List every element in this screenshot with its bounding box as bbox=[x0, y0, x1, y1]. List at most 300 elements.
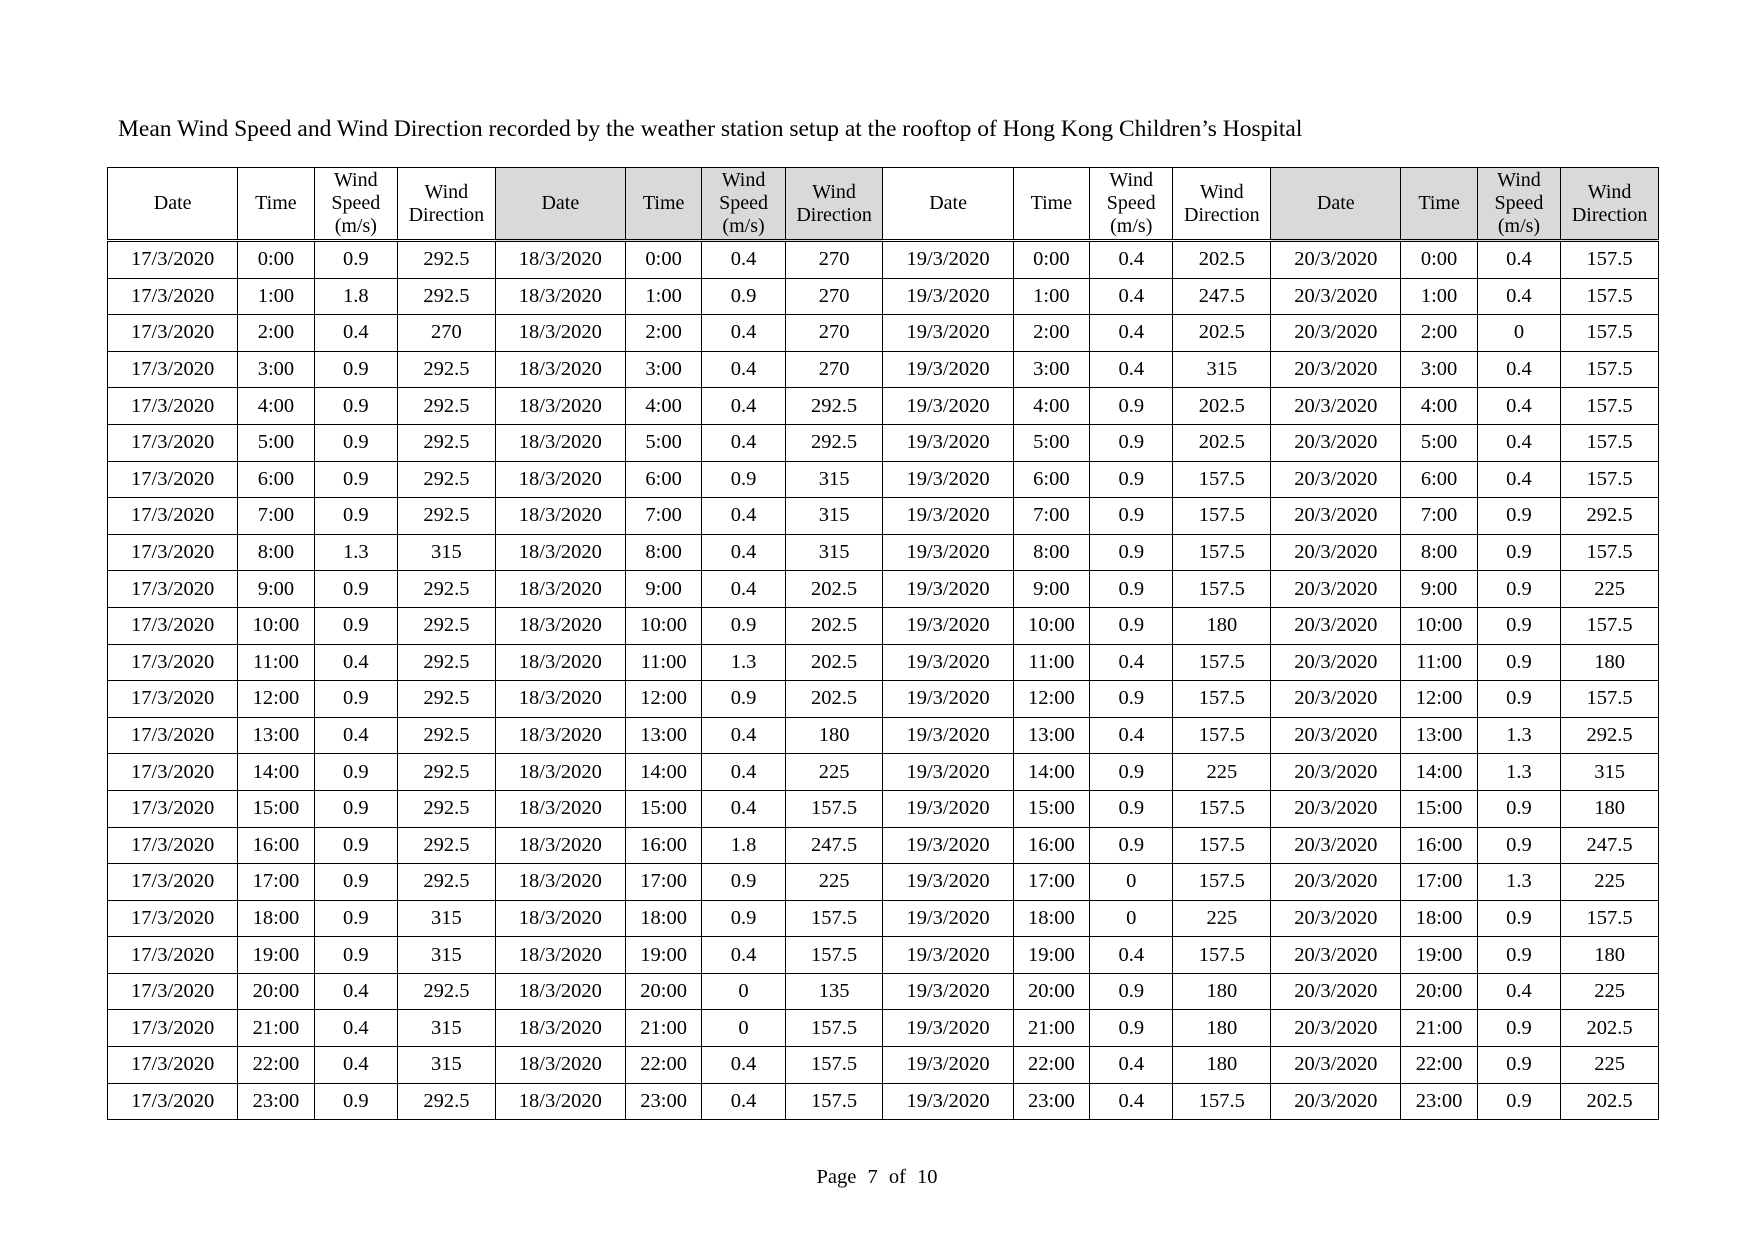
header-wind-direction-line: Wind bbox=[1587, 180, 1632, 203]
cell-wind-direction: 157.5 bbox=[1173, 937, 1271, 974]
cell-wind-direction: 180 bbox=[1173, 1047, 1271, 1084]
cell-time: 5:00 bbox=[625, 424, 701, 461]
cell-wind-speed: 0.4 bbox=[702, 1083, 785, 1120]
cell-time: 22:00 bbox=[625, 1047, 701, 1084]
table-row bbox=[108, 973, 1659, 1010]
cell-wind-speed: 0.4 bbox=[1090, 644, 1173, 681]
cell-wind-direction: 292.5 bbox=[398, 607, 496, 644]
cell-wind-direction: 292.5 bbox=[398, 790, 496, 827]
cell-time: 6:00 bbox=[625, 461, 701, 498]
cell-wind-direction: 292.5 bbox=[1561, 717, 1659, 754]
cell-wind-direction: 157.5 bbox=[1561, 534, 1659, 571]
table-row bbox=[108, 461, 1659, 498]
cell-wind-direction: 292.5 bbox=[398, 388, 496, 425]
page-current: 7 bbox=[867, 1166, 878, 1188]
cell-wind-speed: 0.9 bbox=[1477, 571, 1560, 608]
cell-time: 22:00 bbox=[1013, 1047, 1089, 1084]
cell-time: 16:00 bbox=[238, 827, 314, 864]
cell-wind-speed: 0.4 bbox=[702, 754, 785, 791]
cell-date: 19/3/2020 bbox=[883, 864, 1013, 901]
cell-date: 20/3/2020 bbox=[1271, 827, 1401, 864]
cell-date: 17/3/2020 bbox=[108, 534, 238, 571]
cell-date: 18/3/2020 bbox=[495, 900, 625, 937]
cell-date: 20/3/2020 bbox=[1271, 388, 1401, 425]
cell-wind-direction: 157.5 bbox=[1561, 278, 1659, 315]
cell-wind-direction: 180 bbox=[785, 717, 883, 754]
cell-date: 19/3/2020 bbox=[883, 315, 1013, 352]
cell-date: 20/3/2020 bbox=[1271, 900, 1401, 937]
cell-wind-speed: 0.4 bbox=[1090, 937, 1173, 974]
cell-time: 0:00 bbox=[238, 241, 314, 279]
cell-time: 11:00 bbox=[1013, 644, 1089, 681]
cell-time: 8:00 bbox=[1401, 534, 1477, 571]
cell-date: 19/3/2020 bbox=[883, 717, 1013, 754]
cell-date: 17/3/2020 bbox=[108, 754, 238, 791]
header-wind-speed bbox=[1477, 168, 1560, 241]
cell-time: 15:00 bbox=[238, 790, 314, 827]
cell-date: 18/3/2020 bbox=[495, 864, 625, 901]
cell-date: 20/3/2020 bbox=[1271, 864, 1401, 901]
cell-date: 19/3/2020 bbox=[883, 461, 1013, 498]
table-row bbox=[108, 937, 1659, 974]
cell-wind-speed: 0.4 bbox=[1090, 241, 1173, 279]
cell-wind-direction: 292.5 bbox=[398, 681, 496, 718]
cell-wind-speed: 0.9 bbox=[702, 681, 785, 718]
cell-wind-direction: 225 bbox=[785, 754, 883, 791]
cell-wind-speed: 0.4 bbox=[1090, 315, 1173, 352]
cell-date: 19/3/2020 bbox=[883, 644, 1013, 681]
page-total: 10 bbox=[917, 1166, 938, 1188]
cell-wind-direction: 315 bbox=[785, 461, 883, 498]
cell-wind-speed: 0.9 bbox=[702, 900, 785, 937]
header-time: Time bbox=[1013, 168, 1089, 241]
cell-wind-direction: 157.5 bbox=[1173, 571, 1271, 608]
cell-wind-speed: 1.3 bbox=[1477, 717, 1560, 754]
cell-wind-direction: 202.5 bbox=[785, 681, 883, 718]
cell-wind-speed: 0.9 bbox=[1477, 1047, 1560, 1084]
cell-wind-speed: 1.3 bbox=[1477, 754, 1560, 791]
header-wind-direction bbox=[1561, 168, 1659, 241]
cell-wind-direction: 180 bbox=[1173, 607, 1271, 644]
cell-time: 11:00 bbox=[1401, 644, 1477, 681]
cell-wind-direction: 315 bbox=[398, 534, 496, 571]
cell-date: 19/3/2020 bbox=[883, 351, 1013, 388]
cell-wind-direction: 292.5 bbox=[398, 278, 496, 315]
cell-time: 23:00 bbox=[625, 1083, 701, 1120]
cell-date: 19/3/2020 bbox=[883, 937, 1013, 974]
cell-time: 4:00 bbox=[1013, 388, 1089, 425]
cell-wind-direction: 157.5 bbox=[785, 937, 883, 974]
cell-date: 20/3/2020 bbox=[1271, 315, 1401, 352]
cell-wind-speed: 1.8 bbox=[702, 827, 785, 864]
cell-wind-speed: 0.4 bbox=[702, 937, 785, 974]
cell-wind-direction: 292.5 bbox=[398, 864, 496, 901]
cell-date: 19/3/2020 bbox=[883, 278, 1013, 315]
cell-wind-direction: 202.5 bbox=[1561, 1010, 1659, 1047]
header-wind-speed bbox=[1090, 168, 1173, 241]
cell-wind-speed: 1.8 bbox=[314, 278, 397, 315]
cell-time: 0:00 bbox=[1401, 241, 1477, 279]
cell-wind-speed: 0.4 bbox=[1477, 241, 1560, 279]
cell-wind-direction: 315 bbox=[398, 1010, 496, 1047]
cell-wind-direction: 292.5 bbox=[398, 498, 496, 535]
cell-time: 21:00 bbox=[238, 1010, 314, 1047]
cell-wind-direction: 225 bbox=[785, 864, 883, 901]
header-wind-speed-line: (m/s) bbox=[1110, 215, 1153, 237]
cell-date: 17/3/2020 bbox=[108, 241, 238, 279]
cell-wind-direction: 157.5 bbox=[1561, 681, 1659, 718]
cell-time: 3:00 bbox=[238, 351, 314, 388]
cell-time: 14:00 bbox=[625, 754, 701, 791]
cell-date: 20/3/2020 bbox=[1271, 461, 1401, 498]
header-wind-speed-line: (m/s) bbox=[1497, 215, 1541, 237]
table-row bbox=[108, 644, 1659, 681]
cell-time: 2:00 bbox=[1013, 315, 1089, 352]
cell-date: 18/3/2020 bbox=[495, 1010, 625, 1047]
header-wind-direction bbox=[398, 168, 496, 241]
table-row bbox=[108, 571, 1659, 608]
cell-wind-direction: 292.5 bbox=[398, 461, 496, 498]
cell-date: 17/3/2020 bbox=[108, 1047, 238, 1084]
cell-date: 19/3/2020 bbox=[883, 1083, 1013, 1120]
cell-wind-direction: 225 bbox=[1561, 571, 1659, 608]
cell-wind-direction: 135 bbox=[785, 973, 883, 1010]
header-wind-direction-line: Direction bbox=[796, 203, 872, 226]
cell-time: 11:00 bbox=[625, 644, 701, 681]
cell-wind-speed: 0.9 bbox=[314, 498, 397, 535]
cell-date: 18/3/2020 bbox=[495, 717, 625, 754]
cell-wind-speed: 0.9 bbox=[1090, 461, 1173, 498]
header-wind-speed-line: Wind bbox=[333, 169, 378, 191]
cell-date: 20/3/2020 bbox=[1271, 644, 1401, 681]
cell-wind-direction: 180 bbox=[1561, 937, 1659, 974]
cell-date: 17/3/2020 bbox=[108, 1010, 238, 1047]
cell-date: 18/3/2020 bbox=[495, 461, 625, 498]
cell-wind-speed: 0.4 bbox=[314, 1010, 397, 1047]
cell-wind-direction: 157.5 bbox=[1173, 717, 1271, 754]
cell-wind-speed: 0.9 bbox=[314, 681, 397, 718]
cell-date: 18/3/2020 bbox=[495, 388, 625, 425]
cell-date: 20/3/2020 bbox=[1271, 1010, 1401, 1047]
cell-wind-speed: 0.9 bbox=[1090, 607, 1173, 644]
cell-wind-direction: 157.5 bbox=[785, 900, 883, 937]
cell-time: 2:00 bbox=[1401, 315, 1477, 352]
cell-time: 19:00 bbox=[1013, 937, 1089, 974]
cell-wind-direction: 225 bbox=[1561, 1047, 1659, 1084]
table-row bbox=[108, 1047, 1659, 1084]
cell-wind-speed: 0.4 bbox=[1477, 351, 1560, 388]
cell-time: 9:00 bbox=[625, 571, 701, 608]
header-wind-direction bbox=[785, 168, 883, 241]
cell-time: 1:00 bbox=[238, 278, 314, 315]
cell-time: 12:00 bbox=[1401, 681, 1477, 718]
cell-wind-speed: 0.4 bbox=[1477, 461, 1560, 498]
cell-wind-speed: 0.4 bbox=[1477, 388, 1560, 425]
cell-wind-direction: 157.5 bbox=[1561, 315, 1659, 352]
cell-wind-direction: 247.5 bbox=[1561, 827, 1659, 864]
cell-wind-speed: 0.4 bbox=[702, 315, 785, 352]
cell-time: 5:00 bbox=[1401, 424, 1477, 461]
cell-time: 14:00 bbox=[238, 754, 314, 791]
cell-time: 17:00 bbox=[625, 864, 701, 901]
cell-wind-speed: 0.9 bbox=[1477, 498, 1560, 535]
cell-wind-speed: 0.9 bbox=[1090, 681, 1173, 718]
cell-time: 9:00 bbox=[238, 571, 314, 608]
cell-wind-direction: 270 bbox=[785, 278, 883, 315]
cell-wind-speed: 0.9 bbox=[702, 864, 785, 901]
cell-wind-speed: 0 bbox=[702, 973, 785, 1010]
cell-time: 21:00 bbox=[1401, 1010, 1477, 1047]
cell-time: 19:00 bbox=[1401, 937, 1477, 974]
page-of-word: of bbox=[888, 1166, 906, 1188]
cell-wind-direction: 315 bbox=[1561, 754, 1659, 791]
cell-date: 18/3/2020 bbox=[495, 498, 625, 535]
cell-wind-speed: 0.9 bbox=[1090, 424, 1173, 461]
cell-wind-speed: 0.9 bbox=[314, 241, 397, 279]
cell-time: 8:00 bbox=[1013, 534, 1089, 571]
cell-time: 18:00 bbox=[625, 900, 701, 937]
cell-wind-direction: 315 bbox=[398, 1047, 496, 1084]
cell-wind-direction: 292.5 bbox=[398, 973, 496, 1010]
table-row bbox=[108, 1083, 1659, 1120]
cell-wind-direction: 315 bbox=[398, 937, 496, 974]
cell-time: 14:00 bbox=[1013, 754, 1089, 791]
cell-wind-direction: 292.5 bbox=[1561, 498, 1659, 535]
cell-time: 7:00 bbox=[625, 498, 701, 535]
cell-date: 18/3/2020 bbox=[495, 937, 625, 974]
cell-wind-speed: 0.9 bbox=[1477, 644, 1560, 681]
cell-time: 10:00 bbox=[1401, 607, 1477, 644]
cell-date: 18/3/2020 bbox=[495, 315, 625, 352]
cell-time: 15:00 bbox=[1401, 790, 1477, 827]
table-row bbox=[108, 717, 1659, 754]
cell-time: 6:00 bbox=[1013, 461, 1089, 498]
cell-wind-speed: 0.4 bbox=[1090, 1083, 1173, 1120]
cell-time: 18:00 bbox=[1401, 900, 1477, 937]
cell-date: 18/3/2020 bbox=[495, 278, 625, 315]
cell-wind-direction: 202.5 bbox=[1173, 424, 1271, 461]
cell-wind-direction: 292.5 bbox=[398, 827, 496, 864]
cell-wind-direction: 157.5 bbox=[1173, 827, 1271, 864]
cell-time: 23:00 bbox=[1401, 1083, 1477, 1120]
table-row bbox=[108, 424, 1659, 461]
cell-wind-speed: 0.4 bbox=[702, 388, 785, 425]
cell-time: 17:00 bbox=[238, 864, 314, 901]
cell-time: 17:00 bbox=[1401, 864, 1477, 901]
cell-date: 17/3/2020 bbox=[108, 388, 238, 425]
cell-wind-direction: 292.5 bbox=[398, 644, 496, 681]
table-row bbox=[108, 498, 1659, 535]
cell-wind-speed: 0.9 bbox=[314, 900, 397, 937]
cell-time: 9:00 bbox=[1013, 571, 1089, 608]
cell-date: 19/3/2020 bbox=[883, 607, 1013, 644]
cell-time: 10:00 bbox=[625, 607, 701, 644]
cell-wind-speed: 0.4 bbox=[702, 790, 785, 827]
cell-date: 17/3/2020 bbox=[108, 1083, 238, 1120]
cell-date: 20/3/2020 bbox=[1271, 607, 1401, 644]
cell-time: 13:00 bbox=[238, 717, 314, 754]
cell-wind-direction: 292.5 bbox=[398, 754, 496, 791]
table-row bbox=[108, 900, 1659, 937]
cell-wind-direction: 157.5 bbox=[1173, 790, 1271, 827]
cell-wind-speed: 0.4 bbox=[1090, 278, 1173, 315]
cell-wind-direction: 292.5 bbox=[398, 1083, 496, 1120]
cell-wind-direction: 292.5 bbox=[398, 717, 496, 754]
header-wind-speed bbox=[314, 168, 397, 241]
cell-wind-speed: 0.9 bbox=[314, 424, 397, 461]
header-wind-direction-line: Wind bbox=[424, 180, 469, 203]
cell-wind-direction: 157.5 bbox=[1561, 388, 1659, 425]
cell-date: 18/3/2020 bbox=[495, 607, 625, 644]
cell-date: 19/3/2020 bbox=[883, 388, 1013, 425]
cell-wind-direction: 292.5 bbox=[785, 424, 883, 461]
cell-wind-speed: 0.9 bbox=[314, 827, 397, 864]
cell-wind-direction: 157.5 bbox=[1173, 681, 1271, 718]
cell-wind-direction: 202.5 bbox=[1173, 315, 1271, 352]
cell-wind-direction: 292.5 bbox=[398, 571, 496, 608]
cell-time: 22:00 bbox=[238, 1047, 314, 1084]
header-time: Time bbox=[238, 168, 314, 241]
cell-date: 17/3/2020 bbox=[108, 498, 238, 535]
cell-wind-direction: 157.5 bbox=[1561, 607, 1659, 644]
cell-time: 1:00 bbox=[1401, 278, 1477, 315]
cell-date: 17/3/2020 bbox=[108, 424, 238, 461]
cell-wind-direction: 157.5 bbox=[1561, 424, 1659, 461]
cell-wind-direction: 157.5 bbox=[785, 1083, 883, 1120]
cell-wind-speed: 0.4 bbox=[1477, 424, 1560, 461]
cell-wind-speed: 1.3 bbox=[702, 644, 785, 681]
cell-wind-direction: 202.5 bbox=[1173, 388, 1271, 425]
cell-date: 17/3/2020 bbox=[108, 937, 238, 974]
cell-time: 4:00 bbox=[625, 388, 701, 425]
cell-wind-speed: 0.4 bbox=[314, 315, 397, 352]
cell-date: 20/3/2020 bbox=[1271, 351, 1401, 388]
cell-wind-speed: 0.9 bbox=[702, 278, 785, 315]
cell-wind-direction: 180 bbox=[1561, 644, 1659, 681]
table-row bbox=[108, 1010, 1659, 1047]
cell-date: 17/3/2020 bbox=[108, 864, 238, 901]
cell-time: 16:00 bbox=[625, 827, 701, 864]
cell-date: 17/3/2020 bbox=[108, 607, 238, 644]
cell-wind-speed: 0.9 bbox=[314, 864, 397, 901]
cell-wind-speed: 0.9 bbox=[1477, 790, 1560, 827]
cell-time: 3:00 bbox=[1401, 351, 1477, 388]
cell-wind-speed: 0.4 bbox=[702, 241, 785, 279]
cell-wind-speed: 0.4 bbox=[702, 424, 785, 461]
cell-date: 20/3/2020 bbox=[1271, 754, 1401, 791]
cell-wind-speed: 0.4 bbox=[314, 1047, 397, 1084]
cell-wind-direction: 157.5 bbox=[785, 1047, 883, 1084]
header-wind-speed-line: Speed bbox=[331, 192, 381, 214]
cell-time: 15:00 bbox=[1013, 790, 1089, 827]
cell-wind-direction: 225 bbox=[1561, 973, 1659, 1010]
cell-wind-speed: 0.4 bbox=[702, 351, 785, 388]
table-row bbox=[108, 241, 1659, 279]
cell-wind-direction: 292.5 bbox=[398, 241, 496, 279]
cell-wind-speed: 0.9 bbox=[1477, 1083, 1560, 1120]
table-row bbox=[108, 351, 1659, 388]
cell-wind-speed: 0.9 bbox=[1090, 534, 1173, 571]
cell-time: 12:00 bbox=[625, 681, 701, 718]
header-wind-direction-line: Direction bbox=[408, 203, 485, 226]
cell-wind-direction: 315 bbox=[398, 900, 496, 937]
cell-wind-speed: 0.4 bbox=[1090, 1047, 1173, 1084]
cell-wind-direction: 157.5 bbox=[785, 790, 883, 827]
cell-wind-speed: 0 bbox=[1090, 900, 1173, 937]
cell-time: 18:00 bbox=[238, 900, 314, 937]
cell-wind-speed: 0.9 bbox=[1090, 790, 1173, 827]
header-wind-speed-line: Speed bbox=[719, 192, 768, 214]
cell-time: 21:00 bbox=[625, 1010, 701, 1047]
cell-time: 16:00 bbox=[1013, 827, 1089, 864]
header-date: Date bbox=[1271, 168, 1401, 241]
cell-time: 13:00 bbox=[1401, 717, 1477, 754]
cell-date: 18/3/2020 bbox=[495, 424, 625, 461]
cell-wind-speed: 0.9 bbox=[1090, 571, 1173, 608]
header-wind-speed-line: Wind bbox=[1497, 169, 1541, 191]
cell-time: 8:00 bbox=[625, 534, 701, 571]
cell-date: 20/3/2020 bbox=[1271, 241, 1401, 279]
cell-wind-speed: 0.4 bbox=[702, 534, 785, 571]
cell-time: 1:00 bbox=[625, 278, 701, 315]
cell-time: 8:00 bbox=[238, 534, 314, 571]
cell-wind-speed: 0.9 bbox=[314, 607, 397, 644]
cell-date: 17/3/2020 bbox=[108, 681, 238, 718]
table-row bbox=[108, 864, 1659, 901]
cell-wind-speed: 0.9 bbox=[1477, 607, 1560, 644]
cell-wind-speed: 1.3 bbox=[1477, 864, 1560, 901]
cell-time: 7:00 bbox=[238, 498, 314, 535]
cell-wind-speed: 0.4 bbox=[314, 644, 397, 681]
cell-wind-direction: 292.5 bbox=[398, 424, 496, 461]
cell-wind-speed: 0.9 bbox=[314, 461, 397, 498]
cell-wind-speed: 0.9 bbox=[1090, 388, 1173, 425]
cell-date: 17/3/2020 bbox=[108, 717, 238, 754]
cell-wind-direction: 157.5 bbox=[1173, 864, 1271, 901]
cell-time: 5:00 bbox=[238, 424, 314, 461]
cell-time: 16:00 bbox=[1401, 827, 1477, 864]
cell-date: 17/3/2020 bbox=[108, 315, 238, 352]
cell-wind-direction: 270 bbox=[785, 351, 883, 388]
cell-time: 14:00 bbox=[1401, 754, 1477, 791]
cell-wind-speed: 0.9 bbox=[1477, 937, 1560, 974]
cell-wind-speed: 0.4 bbox=[702, 571, 785, 608]
cell-time: 20:00 bbox=[1013, 973, 1089, 1010]
cell-date: 20/3/2020 bbox=[1271, 973, 1401, 1010]
cell-time: 3:00 bbox=[1013, 351, 1089, 388]
cell-wind-direction: 270 bbox=[398, 315, 496, 352]
cell-date: 18/3/2020 bbox=[495, 827, 625, 864]
cell-wind-direction: 180 bbox=[1173, 1010, 1271, 1047]
cell-wind-direction: 225 bbox=[1173, 754, 1271, 791]
cell-date: 17/3/2020 bbox=[108, 278, 238, 315]
cell-time: 10:00 bbox=[1013, 607, 1089, 644]
cell-time: 6:00 bbox=[238, 461, 314, 498]
cell-date: 18/3/2020 bbox=[495, 681, 625, 718]
cell-wind-speed: 1.3 bbox=[314, 534, 397, 571]
cell-wind-direction: 157.5 bbox=[1561, 900, 1659, 937]
cell-time: 2:00 bbox=[238, 315, 314, 352]
cell-wind-speed: 0.4 bbox=[1090, 351, 1173, 388]
cell-date: 19/3/2020 bbox=[883, 1010, 1013, 1047]
cell-date: 20/3/2020 bbox=[1271, 534, 1401, 571]
cell-wind-direction: 202.5 bbox=[1561, 1083, 1659, 1120]
cell-wind-speed: 0 bbox=[1477, 315, 1560, 352]
table-row bbox=[108, 607, 1659, 644]
cell-date: 20/3/2020 bbox=[1271, 278, 1401, 315]
header-wind-speed-line: Speed bbox=[1494, 192, 1544, 214]
cell-wind-direction: 247.5 bbox=[1173, 278, 1271, 315]
